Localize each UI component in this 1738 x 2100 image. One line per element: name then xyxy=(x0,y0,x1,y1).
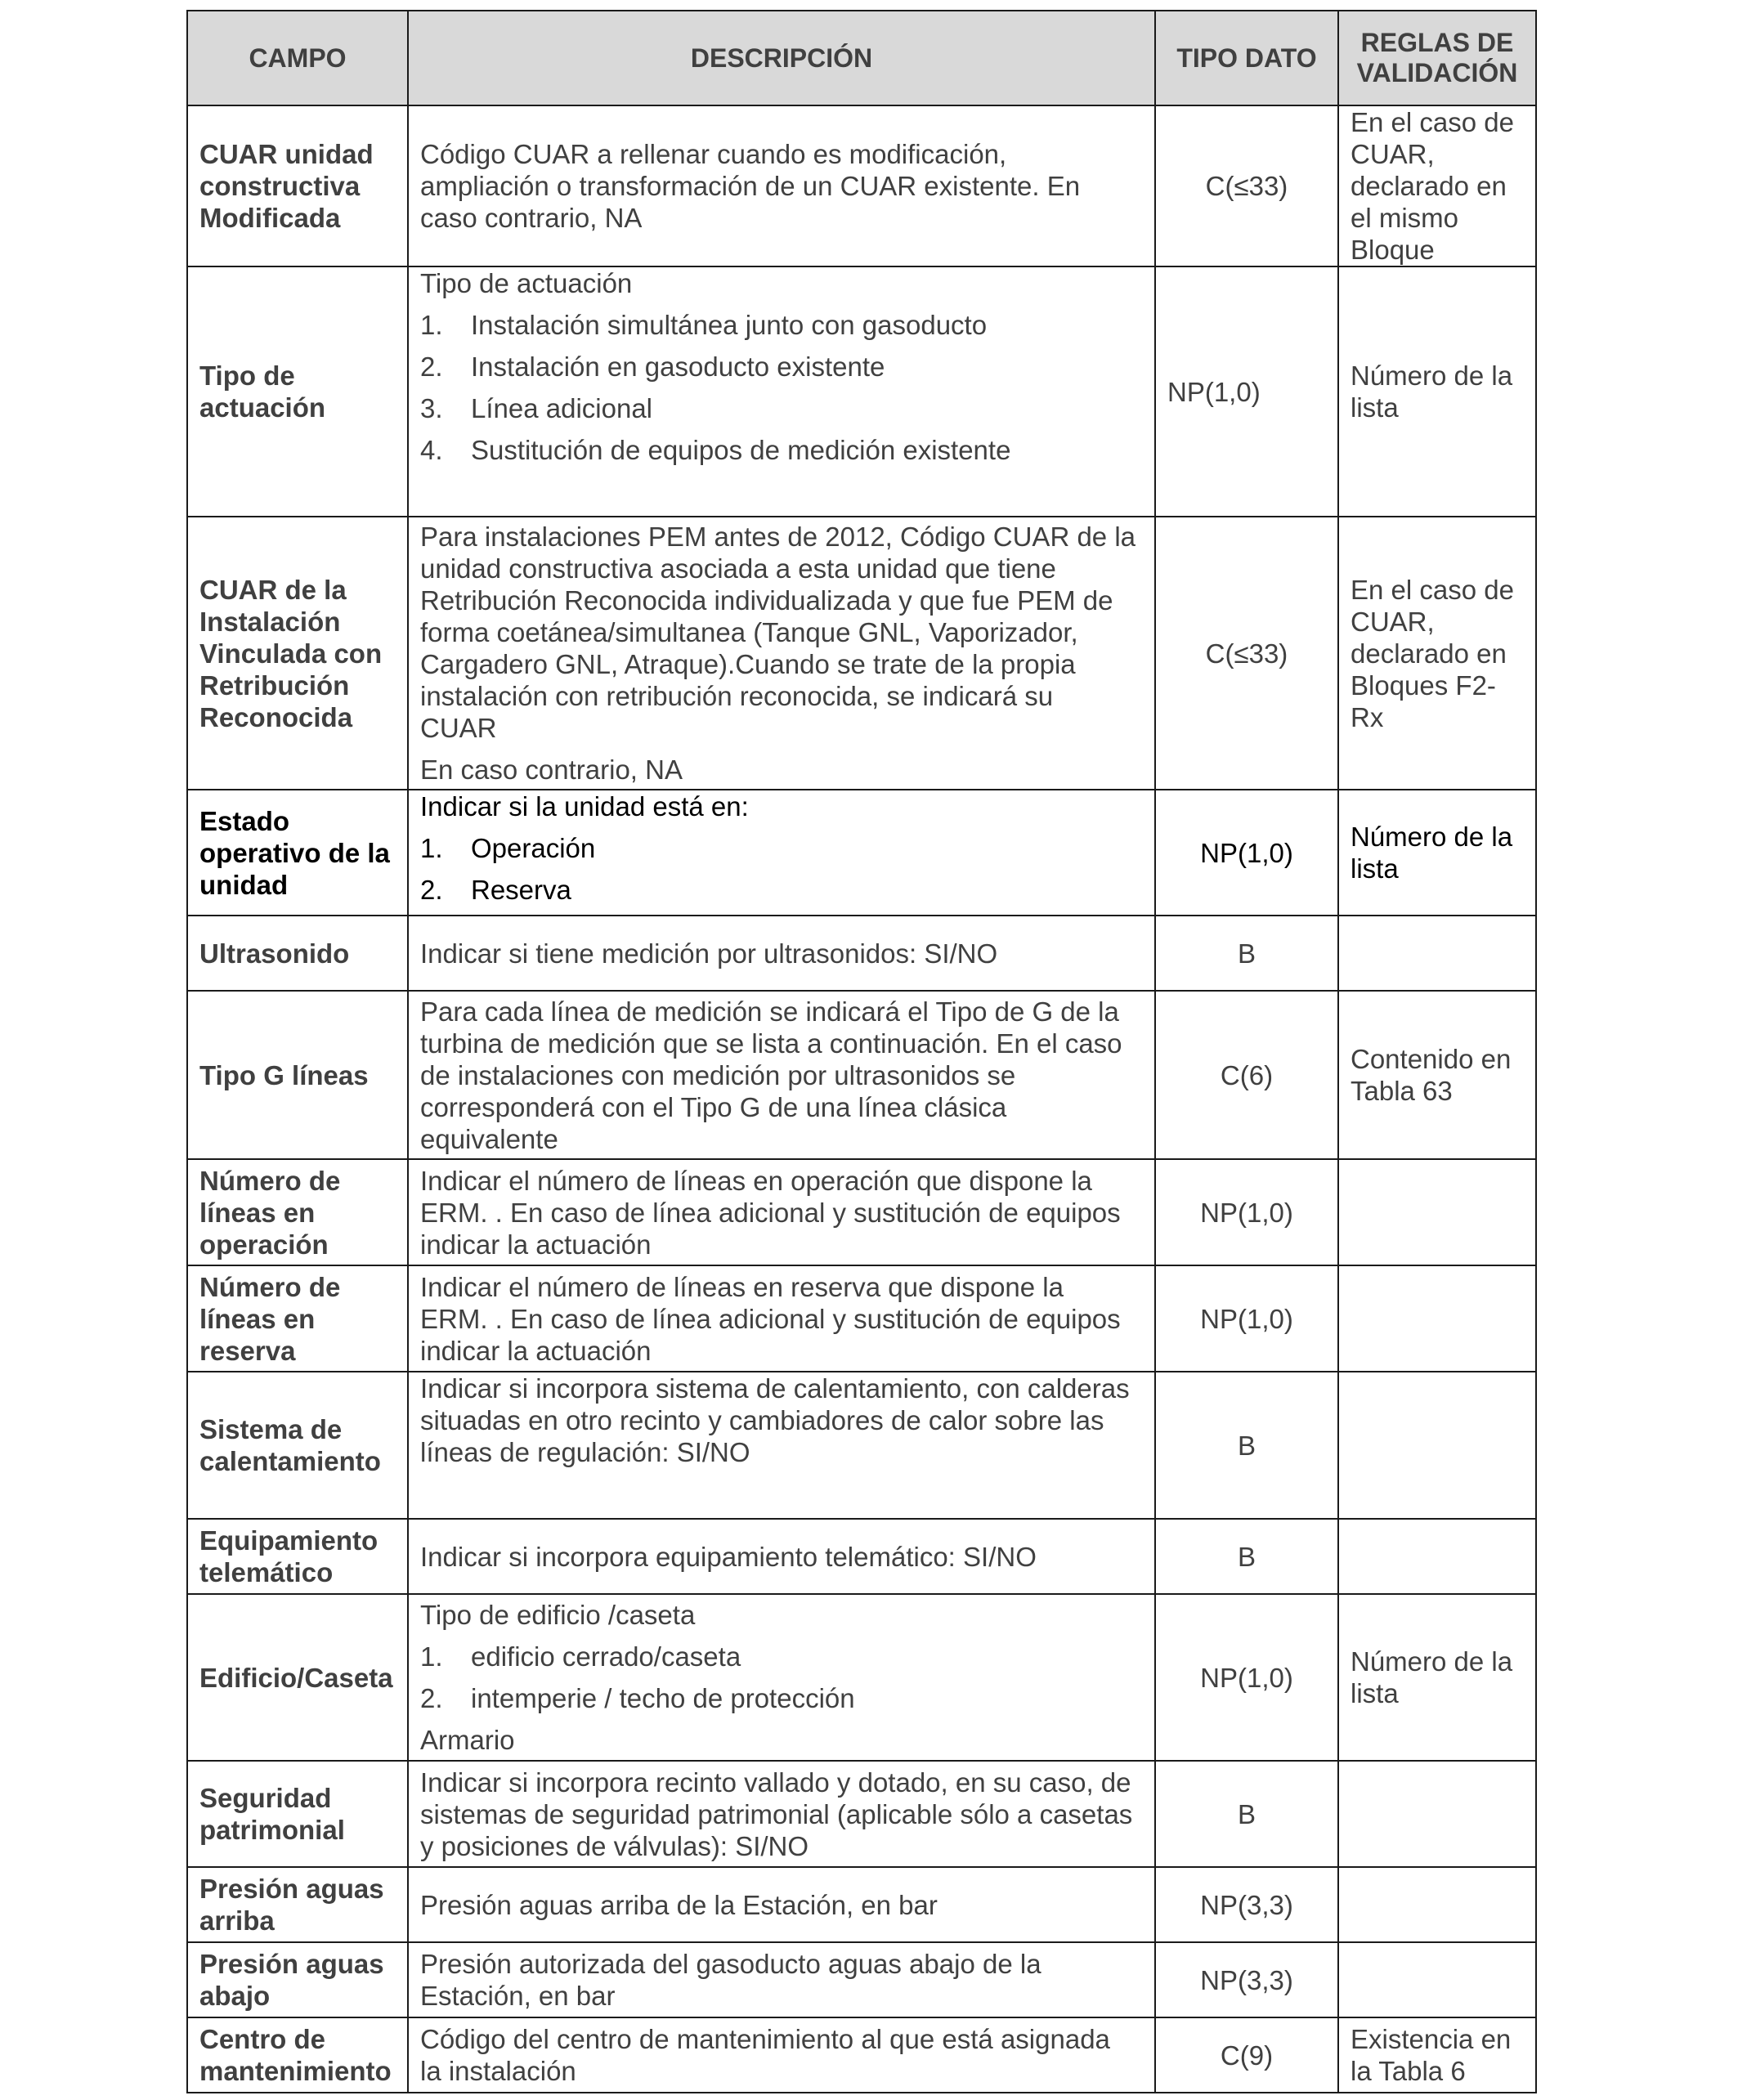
desc-line: instalación con retribución reconocida, se indicará su xyxy=(420,681,1054,711)
campo-cell xyxy=(187,790,408,916)
reglas-line: CUAR, xyxy=(1351,139,1435,169)
reglas-line: Número de la xyxy=(1351,822,1513,852)
campo-line: mantenimiento xyxy=(199,2056,392,2086)
desc-line: caso contrario, NA xyxy=(420,203,643,233)
list-item-text: intemperie / techo de protección xyxy=(471,1683,855,1713)
list-item-number: 2. xyxy=(420,351,443,382)
desc-line: Indicar el número de líneas en reserva que dispone la xyxy=(420,1271,1064,1302)
campo-cell xyxy=(187,1265,408,1372)
list-item xyxy=(420,832,1143,864)
header-descripcion: DESCRIPCIÓN xyxy=(408,11,1155,105)
campo-line: Tipo de xyxy=(199,360,295,391)
campo-line: Tipo G líneas xyxy=(199,1059,369,1090)
header-row xyxy=(187,11,1536,105)
list-item xyxy=(420,351,1143,383)
campo-line: Presión aguas xyxy=(199,1949,384,1979)
campo-line: Sistema de xyxy=(199,1414,343,1444)
desc-line: de instalaciones con medición por ultrasonidos se xyxy=(420,1059,1016,1090)
desc-line: Para instalaciones PEM antes de 2012, Código CUAR de la xyxy=(420,522,1136,552)
desc-line: unidad constructiva asociada a esta unidad que tiene xyxy=(420,553,1056,584)
desc-line: y posiciones de válvulas): SI/NO xyxy=(420,1830,809,1861)
desc-line: equivalente xyxy=(420,1123,558,1154)
campo-cell xyxy=(187,105,408,266)
campo-cell xyxy=(187,991,408,1159)
desc-line: Presión autorizada del gasoducto aguas abajo de la xyxy=(420,1949,1041,1979)
reglas-line: lista xyxy=(1351,1678,1399,1708)
list-item xyxy=(420,874,1143,906)
reglas-cell xyxy=(1338,1761,1536,1867)
descripcion-cell xyxy=(408,266,1155,517)
tipo-dato-cell: B xyxy=(1155,1519,1338,1594)
descripcion-cell xyxy=(408,916,1155,991)
reglas-line: la Tabla 6 xyxy=(1351,2056,1466,2086)
reglas-line: Tabla 63 xyxy=(1351,1076,1453,1106)
tipo-dato-cell: C(≤33) xyxy=(1155,105,1338,266)
table-row xyxy=(187,916,1536,991)
reglas-line: Existencia en xyxy=(1351,2024,1512,2054)
desc-line: forma coetánea/simultanea (Tanque GNL, Vaporizador, xyxy=(420,617,1078,647)
desc-line: Presión aguas arriba de la Estación, en bar xyxy=(420,1889,938,1920)
table-row xyxy=(187,991,1536,1159)
desc-extra: En caso contrario, NA xyxy=(420,754,683,785)
header-tipo-dato: TIPO DATO xyxy=(1155,11,1338,105)
desc-intro: Tipo de actuación xyxy=(420,268,633,298)
campo-line: Reconocida xyxy=(199,701,353,732)
table-row xyxy=(187,2017,1536,2093)
campo-cell xyxy=(187,517,408,790)
campo-line: Edificio/Caseta xyxy=(199,1662,393,1693)
desc-line: situadas en otro recinto y cambiadores de calor sobre las xyxy=(420,1405,1104,1435)
table-row xyxy=(187,1942,1536,2017)
list-item xyxy=(420,1641,1143,1672)
campo-line: unidad xyxy=(199,869,289,900)
header-reglas-line-1: REGLAS DE xyxy=(1360,28,1514,57)
campo-cell xyxy=(187,1761,408,1867)
desc-line: corresponderá con el Tipo G de una línea clásica xyxy=(420,1091,1007,1122)
reglas-line: CUAR, xyxy=(1351,606,1435,637)
desc-intro: Tipo de edificio /caseta xyxy=(420,1600,696,1630)
reglas-cell xyxy=(1338,1265,1536,1372)
reglas-line: Contenido en xyxy=(1351,1044,1512,1074)
tipo-dato-cell: B xyxy=(1155,1372,1338,1519)
desc-line: indicar la actuación xyxy=(420,1229,652,1260)
list-item-text: Sustitución de equipos de medición existente xyxy=(471,435,1011,465)
campo-cell xyxy=(187,1942,408,2017)
reglas-line: Número de la xyxy=(1351,360,1513,391)
campo-line: Centro de xyxy=(199,2024,326,2054)
list-item xyxy=(420,309,1143,341)
campo-line: calentamiento xyxy=(199,1446,381,1476)
campo-line: líneas en xyxy=(199,1303,316,1334)
list-item-number: 4. xyxy=(420,435,443,465)
descripcion-cell xyxy=(408,790,1155,916)
campo-line: Presión aguas xyxy=(199,1874,384,1904)
descripcion-cell xyxy=(408,1761,1155,1867)
desc-line: ERM. . En caso de línea adicional y sustitución de equipos xyxy=(420,1303,1121,1334)
reglas-cell xyxy=(1338,991,1536,1159)
desc-line: Retribución Reconocida individualizada y que fue PEM de xyxy=(420,585,1113,616)
desc-line: CUAR xyxy=(420,713,497,743)
descripcion-cell xyxy=(408,1519,1155,1594)
campo-line: Seguridad xyxy=(199,1783,332,1813)
list-item-text: Instalación simultánea junto con gasoducto xyxy=(471,310,988,340)
descripcion-cell xyxy=(408,1867,1155,1942)
tipo-dato-cell: NP(3,3) xyxy=(1155,1867,1338,1942)
campo-line: Vinculada con xyxy=(199,638,383,669)
reglas-cell xyxy=(1338,1372,1536,1519)
table-row xyxy=(187,105,1536,266)
descripcion-cell xyxy=(408,1372,1155,1519)
desc-line: sistemas de seguridad patrimonial (aplicable sólo a casetas xyxy=(420,1798,1133,1829)
list-item-number: 2. xyxy=(420,875,443,905)
header-campo: CAMPO xyxy=(187,11,408,105)
campo-line: líneas en xyxy=(199,1197,316,1228)
campo-line: operativo de la xyxy=(199,837,390,868)
reglas-line: el mismo xyxy=(1351,203,1459,233)
table-row xyxy=(187,1594,1536,1761)
desc-line: Estación, en bar xyxy=(420,1981,616,2011)
campo-cell xyxy=(187,916,408,991)
campo-line: Número de xyxy=(199,1271,341,1302)
tipo-dato-cell: NP(1,0) xyxy=(1155,790,1338,916)
tipo-dato-cell: C(≤33) xyxy=(1155,517,1338,790)
reglas-cell xyxy=(1338,1159,1536,1265)
descripcion-cell xyxy=(408,517,1155,790)
table-row xyxy=(187,266,1536,517)
tipo-dato-cell: NP(1,0) xyxy=(1155,266,1338,517)
list-item-text: Operación xyxy=(471,833,596,863)
campo-line: Modificada xyxy=(199,203,341,233)
reglas-line: Rx xyxy=(1351,701,1384,732)
campo-cell xyxy=(187,266,408,517)
list-item-text: Reserva xyxy=(471,875,571,905)
campo-line: arriba xyxy=(199,1905,275,1936)
campo-line: Estado xyxy=(199,805,290,836)
table-row xyxy=(187,517,1536,790)
campo-cell xyxy=(187,1159,408,1265)
reglas-line: Número de la xyxy=(1351,1646,1513,1677)
reglas-cell xyxy=(1338,1867,1536,1942)
spec-table xyxy=(186,10,1537,2093)
list-item-text: Instalación en gasoducto existente xyxy=(471,351,885,382)
desc-line: turbina de medición que se lista a continuación. En el caso xyxy=(420,1028,1122,1059)
list-item-number: 1. xyxy=(420,310,443,340)
list-item-number: 1. xyxy=(420,1641,443,1672)
desc-line: Código del centro de mantenimiento al que está asignada xyxy=(420,2024,1110,2054)
campo-cell xyxy=(187,1372,408,1519)
reglas-cell xyxy=(1338,916,1536,991)
reglas-cell xyxy=(1338,1942,1536,2017)
reglas-cell xyxy=(1338,2017,1536,2093)
list-item-number: 2. xyxy=(420,1683,443,1713)
reglas-line: declarado en xyxy=(1351,171,1507,201)
campo-line: Número de xyxy=(199,1165,341,1196)
descripcion-cell xyxy=(408,2017,1155,2093)
reglas-line: lista xyxy=(1351,392,1399,423)
tipo-dato-cell: NP(1,0) xyxy=(1155,1159,1338,1265)
desc-line: la instalación xyxy=(420,2056,576,2086)
descripcion-cell xyxy=(408,1159,1155,1265)
campo-cell xyxy=(187,1519,408,1594)
reglas-line: En el caso de xyxy=(1351,107,1514,137)
tipo-dato-cell: NP(1,0) xyxy=(1155,1265,1338,1372)
campo-line: constructiva xyxy=(199,171,361,201)
descripcion-cell xyxy=(408,1265,1155,1372)
list-item xyxy=(420,434,1143,466)
table-row xyxy=(187,1372,1536,1519)
desc-line: Indicar si tiene medición por ultrasonidos: SI/NO xyxy=(420,938,998,969)
list-item xyxy=(420,392,1143,424)
tipo-dato-cell: NP(3,3) xyxy=(1155,1942,1338,2017)
desc-intro: Indicar si la unidad está en: xyxy=(420,791,749,822)
reglas-cell xyxy=(1338,1594,1536,1761)
table-row xyxy=(187,1159,1536,1265)
reglas-line: Bloque xyxy=(1351,235,1435,265)
reglas-line: Bloques F2- xyxy=(1351,669,1496,701)
campo-line: Ultrasonido xyxy=(199,938,350,969)
campo-line: reserva xyxy=(199,1335,296,1366)
list-item-text: Línea adicional xyxy=(471,393,653,423)
campo-line: Retribución xyxy=(199,669,350,701)
campo-line: Equipamiento xyxy=(199,1525,379,1556)
table-row xyxy=(187,1265,1536,1372)
descripcion-cell xyxy=(408,1594,1155,1761)
campo-line: operación xyxy=(199,1229,329,1260)
desc-line: indicar la actuación xyxy=(420,1335,652,1366)
reglas-cell xyxy=(1338,266,1536,517)
desc-line: ERM. . En caso de línea adicional y sustitución de equipos xyxy=(420,1197,1121,1228)
tipo-dato-cell: C(6) xyxy=(1155,991,1338,1159)
reglas-cell xyxy=(1338,1519,1536,1594)
reglas-cell xyxy=(1338,105,1536,266)
reglas-cell xyxy=(1338,517,1536,790)
tipo-dato-cell: B xyxy=(1155,1761,1338,1867)
reglas-cell xyxy=(1338,790,1536,916)
desc-line: ampliación o transformación de un CUAR existente. En xyxy=(420,171,1081,201)
campo-line: telemático xyxy=(199,1557,334,1587)
desc-line: Indicar si incorpora sistema de calentamiento, con calderas xyxy=(420,1373,1130,1404)
campo-line: actuación xyxy=(199,392,326,423)
tipo-dato-cell: NP(1,0) xyxy=(1155,1594,1338,1761)
campo-cell xyxy=(187,2017,408,2093)
desc-line: Código CUAR a rellenar cuando es modificación, xyxy=(420,139,1007,169)
campo-line: abajo xyxy=(199,1981,271,2011)
campo-cell xyxy=(187,1594,408,1761)
desc-line: Indicar si incorpora recinto vallado y dotado, en su caso, de xyxy=(420,1766,1131,1798)
desc-extra: Armario xyxy=(420,1725,515,1755)
campo-line: Instalación xyxy=(199,606,341,637)
reglas-line: En el caso de xyxy=(1351,574,1514,605)
desc-line: Indicar si incorpora equipamiento telemático: SI/NO xyxy=(420,1541,1037,1572)
list-item xyxy=(420,1682,1143,1714)
header-reglas-line-2: VALIDACIÓN xyxy=(1356,58,1518,87)
table-row xyxy=(187,790,1536,916)
descripcion-cell xyxy=(408,991,1155,1159)
campo-line: patrimonial xyxy=(199,1815,345,1845)
table-row xyxy=(187,1519,1536,1594)
reglas-line: declarado en xyxy=(1351,638,1507,669)
campo-line: CUAR unidad xyxy=(199,139,374,169)
descripcion-cell xyxy=(408,105,1155,266)
tipo-dato-cell: C(9) xyxy=(1155,2017,1338,2093)
reglas-line: lista xyxy=(1351,853,1399,884)
descripcion-cell xyxy=(408,1942,1155,2017)
desc-line: Indicar el número de líneas en operación que dispone la xyxy=(420,1165,1092,1196)
campo-cell xyxy=(187,1867,408,1942)
header-reglas xyxy=(1338,11,1536,105)
list-item-number: 1. xyxy=(420,833,443,863)
list-item-text: edificio cerrado/caseta xyxy=(471,1641,741,1672)
table-row xyxy=(187,1761,1536,1867)
desc-line: Para cada línea de medición se indicará el Tipo de G de la xyxy=(420,996,1119,1027)
table-row xyxy=(187,1867,1536,1942)
campo-line: CUAR de la xyxy=(199,574,347,605)
tipo-dato-cell: B xyxy=(1155,916,1338,991)
desc-line: Cargadero GNL, Atraque).Cuando se trate de la propia xyxy=(420,649,1076,679)
desc-line: líneas de regulación: SI/NO xyxy=(420,1437,750,1467)
list-item-number: 3. xyxy=(420,393,443,423)
